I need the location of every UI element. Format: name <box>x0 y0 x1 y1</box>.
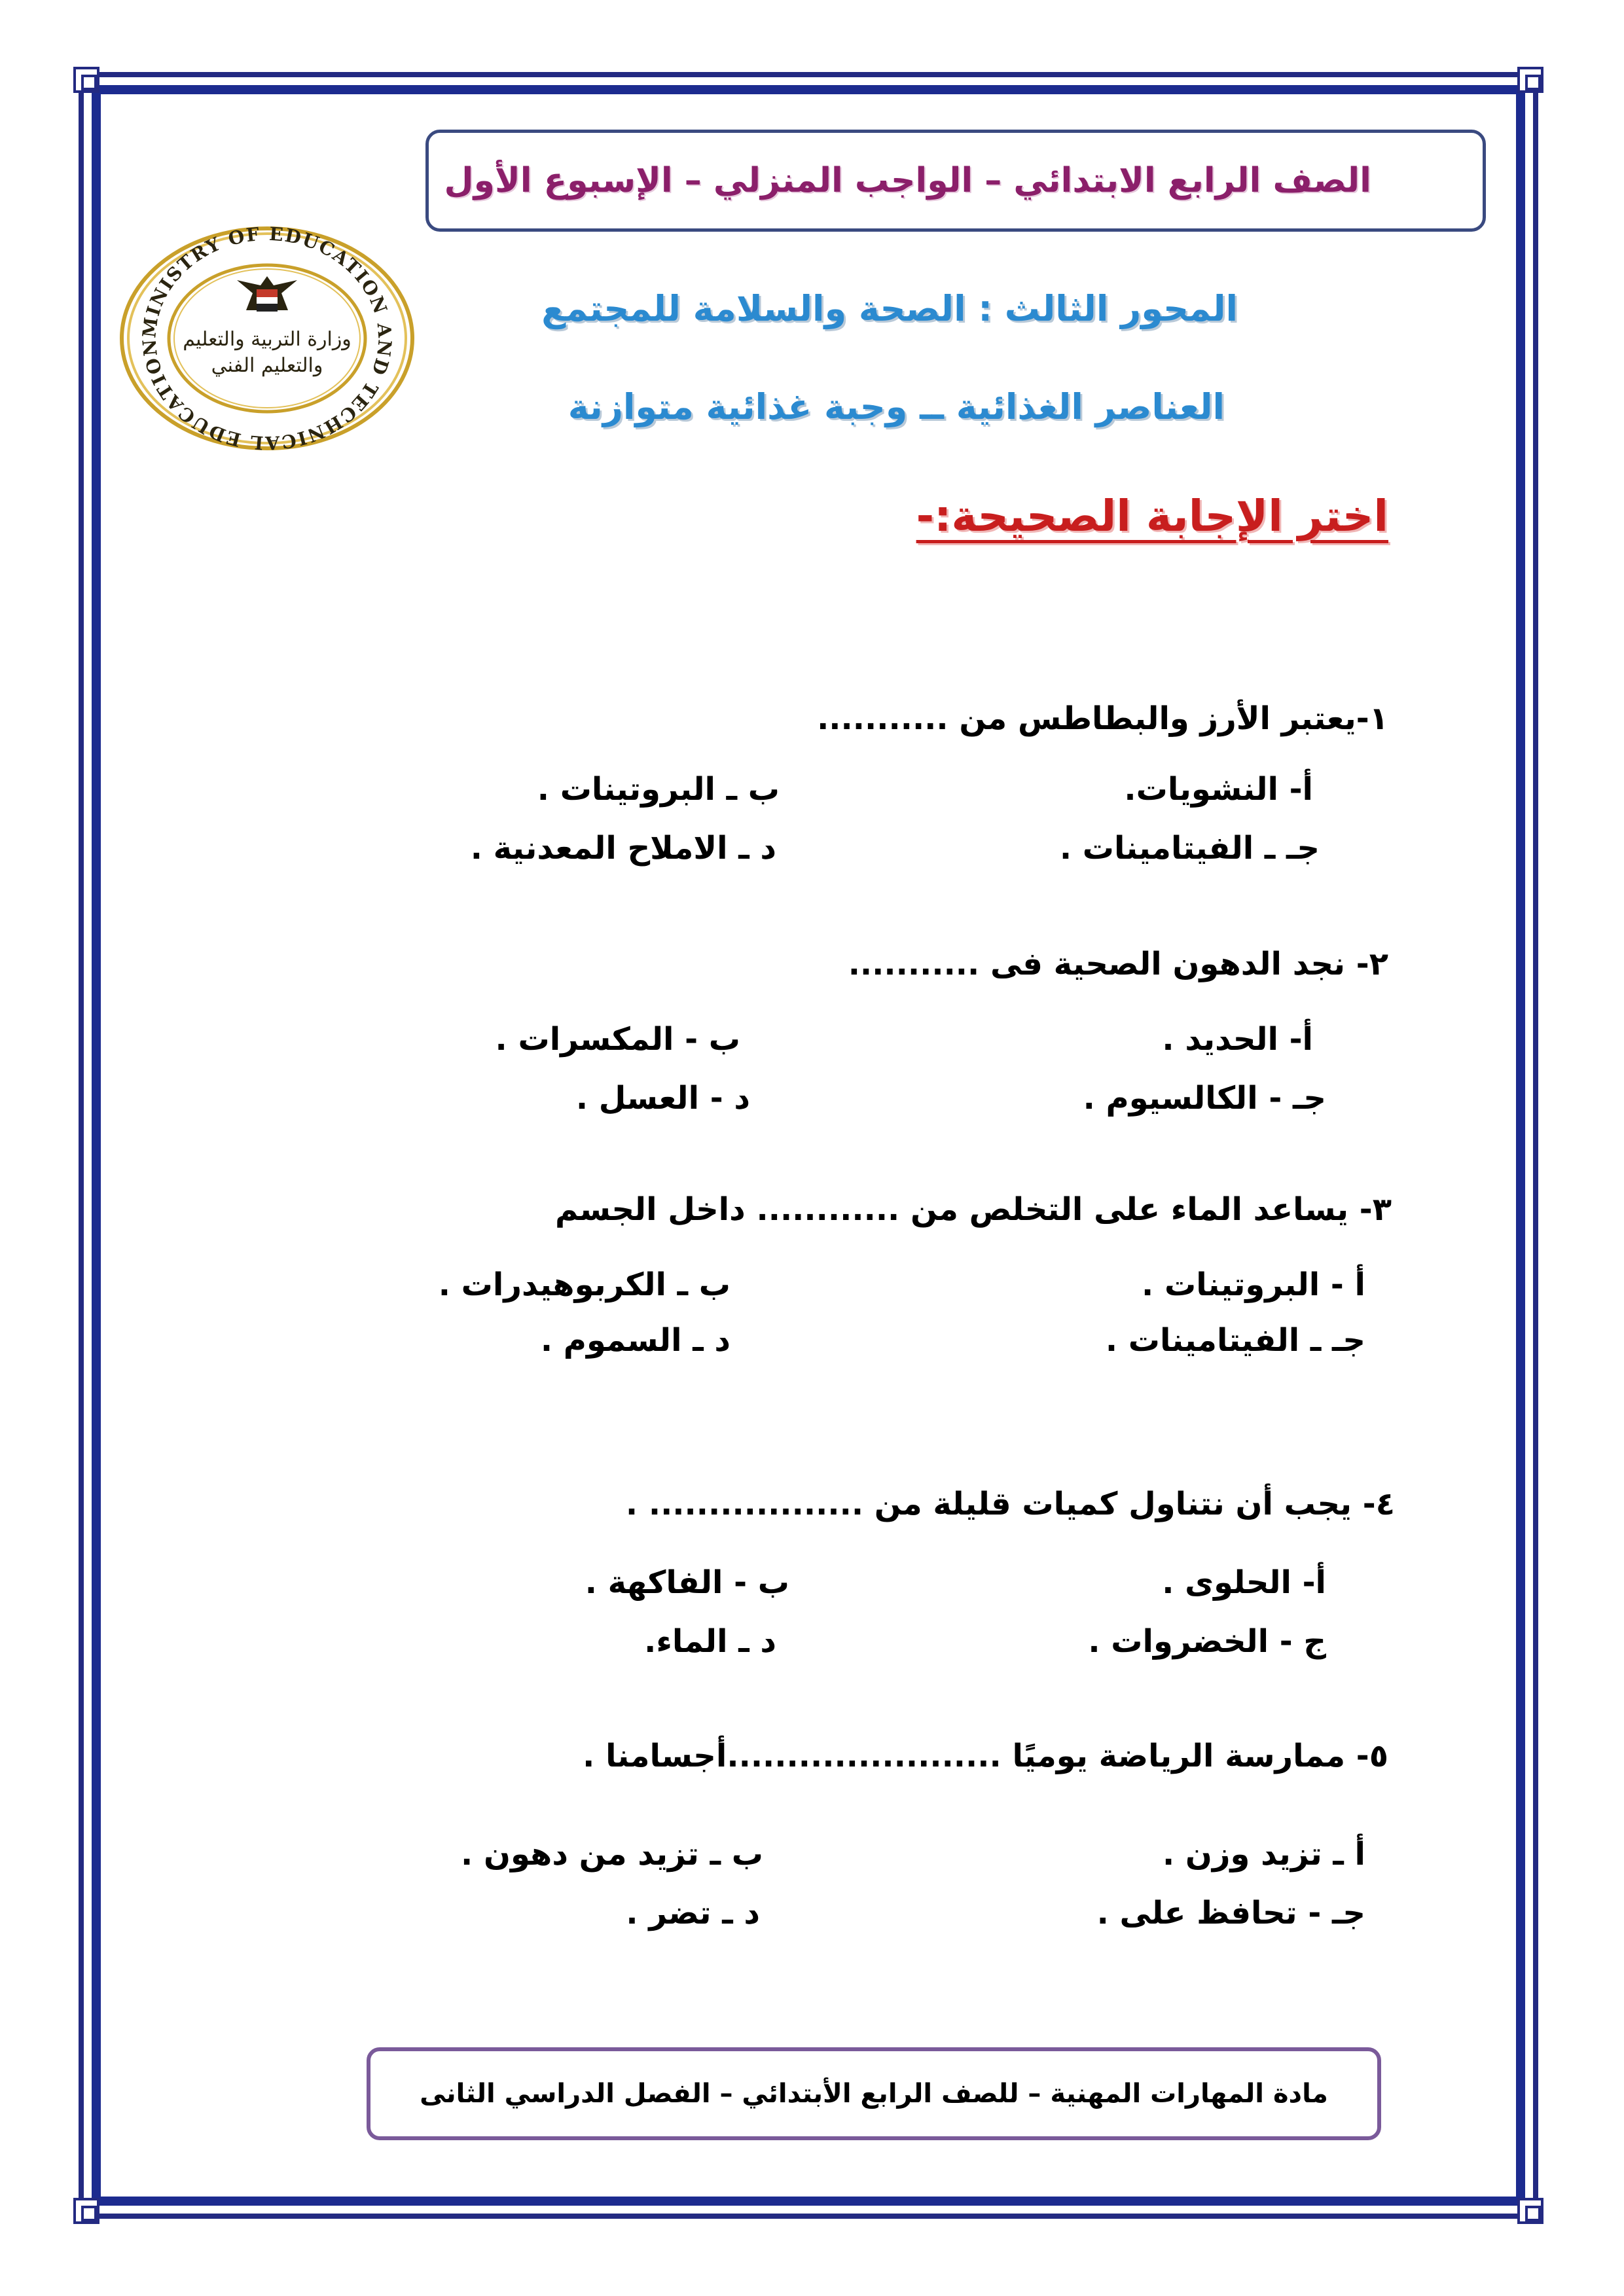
logo-ring-text: MINISTRY OF EDUCATION AND TECHNICAL EDUCATION <box>138 224 396 453</box>
header-box <box>425 130 1486 232</box>
question-4-option-a: أ- الحلوى . <box>1162 1564 1326 1601</box>
question-3-stem: ٣- يساعد الماء على التخلص من ............ داخل الجسم <box>554 1191 1392 1228</box>
question-1-stem: ١-يعتبر الأرز والبطاطس من ........... <box>817 700 1388 737</box>
corner-ornament-top-left <box>73 67 99 93</box>
question-5-option-d: د ـ تضر . <box>626 1895 760 1931</box>
lesson-heading: العناصر الغذائية ــ وجبة غذائية متوازنة <box>568 386 1225 427</box>
question-2-option-b: ب - المكسرات . <box>495 1021 740 1058</box>
corner-ornament-bottom-left <box>73 2198 99 2224</box>
header-title: الصف الرابع الابتدائي – الواجب المنزلي – الإسبوع الأول <box>444 161 1371 200</box>
question-5-stem: ٥- ممارسة الرياضة يوميًا .......................أجسامنا . <box>583 1738 1388 1774</box>
question-2-option-c: جـ - الكالسيوم . <box>1083 1080 1326 1117</box>
question-5-option-a: أ ـ تزيد وزن . <box>1162 1836 1365 1873</box>
logo-center-text-1: وزارة التربية والتعليم <box>183 328 352 351</box>
question-1-option-d: د ـ الاملاح المعدنية . <box>470 830 776 867</box>
corner-ornament-bottom-right <box>1517 2198 1543 2224</box>
question-2-stem: ٢- نجد الدهون الصحية فى ........... <box>848 946 1388 982</box>
question-4-option-c: ج - الخضروات . <box>1088 1623 1326 1660</box>
question-4-stem: ٤- يجب أن نتناول كميات قليلة من .................. . <box>625 1486 1395 1522</box>
corner-ornament-top-right <box>1517 67 1543 93</box>
question-2-option-d: د - العسل . <box>575 1080 750 1117</box>
footer-box <box>367 2047 1381 2140</box>
question-3-option-d: د ـ السموم . <box>540 1322 731 1359</box>
question-1-option-a: أ- النشويات. <box>1124 771 1313 808</box>
question-3-option-c: جـ ـ الفيتامينات . <box>1105 1322 1365 1359</box>
question-1-option-c: جـ ـ الفيتامينات . <box>1059 830 1320 867</box>
question-5-option-c: جـ - تحافظ على . <box>1096 1895 1365 1931</box>
question-3-option-a: أ - البروتينات . <box>1142 1266 1365 1303</box>
instruction-heading: اختر الإجابة الصحيحة:- <box>916 491 1388 541</box>
question-3-option-b: ب ـ الكربوهيدرات . <box>438 1266 731 1303</box>
logo-center-text-2: والتعليم الفني <box>211 354 323 377</box>
question-1-option-b: ب ـ البروتينات . <box>537 771 780 808</box>
question-5-option-b: ب ـ تزيد من دهون . <box>461 1836 763 1873</box>
question-2-option-a: أ- الحديد . <box>1162 1021 1313 1058</box>
footer-text: مادة المهارات المهنية – للصف الرابع الأبتدائي – الفصل الدراسي الثانى <box>420 2079 1328 2109</box>
ministry-logo <box>117 224 418 453</box>
question-4-option-d: د ـ الماء. <box>644 1623 776 1660</box>
question-4-option-b: ب - الفاكهة . <box>585 1564 789 1601</box>
axis-heading: المحور الثالث : الصحة والسلامة للمجتمع <box>541 288 1238 329</box>
